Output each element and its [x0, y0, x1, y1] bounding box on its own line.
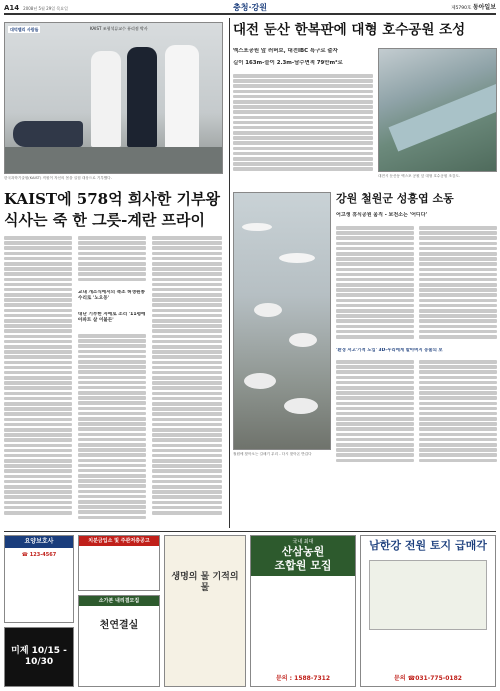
ad-top: 국내 최대 — [292, 539, 314, 545]
ad-banner — [251, 536, 355, 576]
ads-divider — [4, 531, 496, 532]
bed — [5, 147, 223, 174]
ad-title: 산삼농원 — [281, 545, 325, 559]
misc-ad — [4, 627, 74, 687]
gangwon-deck: 어고생 휴식공원 움직 - 보전소는 '어디다' — [336, 212, 428, 218]
bird — [254, 303, 282, 317]
land-map — [369, 560, 487, 630]
bird — [289, 333, 317, 347]
ad-phone: 문의 : 1588-7312 — [275, 674, 331, 682]
kaist-photo — [4, 22, 223, 174]
kaist-body-col-3 — [152, 236, 222, 526]
person-figure — [91, 51, 121, 147]
ad-title: 치분금입소 및 주관저층공고 — [79, 536, 159, 546]
kaist-subhead-1: 교내 개소식에서의 축조 허생원종 수리로 '노오동' — [78, 290, 145, 301]
gangwon-body-3 — [336, 360, 414, 466]
gangwon-caption: 철원에 찾아오는 갈매기 무리 - 다시 찾아온 반갑다 — [233, 452, 312, 456]
kaist-headline-2: 식사는 죽 한 그릇-계란 프라이 — [4, 211, 205, 229]
ad-sub: 천연결실 — [99, 620, 139, 632]
bird — [244, 373, 276, 389]
water-ad — [164, 535, 246, 687]
ad-title: 소가본 내리결모집 — [79, 596, 159, 606]
ad-title: 남한강 전원 토지 급매각 — [369, 539, 487, 552]
photo-label: KAIST 조형석류교수 퓨리점 박사 — [90, 26, 148, 31]
daejeon-deck-2: 길이 163m-늘이 2.3m-담수면적 79만m²로 — [233, 60, 343, 66]
kaist-body-col-1 — [4, 236, 72, 526]
gangwon-body-2 — [419, 226, 497, 344]
bird — [242, 223, 272, 231]
section-title: 충청·강원 — [233, 3, 267, 12]
edition-label: 제5790호 — [451, 6, 472, 12]
person-figure — [127, 47, 157, 147]
person-figure — [165, 45, 199, 149]
ad-text: 미제 10/15 - 10/30 — [11, 646, 67, 668]
page-header — [4, 3, 496, 15]
ad-title-2: 조합원 모집 — [274, 559, 332, 572]
daejeon-caption: 대전시 둔산동 엑스포 공원 앞 대형 호수공원 조감도. — [378, 174, 461, 178]
paper-name: 동아일보 — [472, 4, 496, 12]
date-line: 2008년 5월 29일 목요일 — [23, 5, 68, 11]
kaist-caption: 한국과학기술원(KAIST) 직원이 자신의 몸을 실험 대상으로 기부했다. — [4, 176, 112, 180]
kaist-body-col-2b — [78, 334, 146, 526]
daejeon-headline: 대전 둔산 한복판에 대형 호수공원 조성 — [233, 22, 466, 38]
masthead — [451, 4, 496, 12]
gangwon-subhead: '환경 서고'기적 도입' 3D-우리에게 할아버지 동물의 보 — [336, 348, 443, 353]
kaist-headline-1: KAIST에 578억 희사한 기부왕 — [4, 190, 220, 208]
land-ad — [360, 535, 496, 687]
ad-title: 요양보호사 — [5, 536, 73, 548]
gangwon-body-4 — [419, 360, 497, 466]
river — [388, 82, 497, 151]
kaist-subhead-2: 대단 기부한 자에로 소리 '11평에 아파트 살 이불든' — [78, 312, 146, 323]
nongjang-ad — [250, 535, 356, 687]
cheese-ad — [78, 535, 160, 591]
gangwon-photo — [233, 192, 331, 450]
dentist-ad — [4, 535, 74, 623]
patient-figure — [13, 121, 83, 147]
gangwon-headline: 강원 철원군 성흥엽 소동 — [336, 192, 454, 205]
ad-phone: 문의 ☎031-775-0182 — [394, 674, 462, 682]
ad-title: 생명의 물 기적의 물 — [171, 572, 239, 594]
ad-phone: ☎ 123-4567 — [21, 551, 57, 558]
gangwon-body-1 — [336, 226, 414, 344]
page-number: A14 — [4, 3, 20, 12]
column-divider — [229, 18, 230, 528]
daejeon-body — [233, 74, 373, 174]
kaist-body-col-2 — [78, 236, 146, 286]
church-ad — [78, 595, 160, 687]
daejeon-deck-1: 엑스포공원 앞 러버보, 대전IBC 특구로 출자 — [233, 48, 338, 54]
daejeon-photo — [378, 48, 497, 172]
bird — [284, 398, 318, 414]
bird — [279, 253, 315, 263]
photo-logo: 대덕밸리 사람들 — [10, 27, 39, 32]
